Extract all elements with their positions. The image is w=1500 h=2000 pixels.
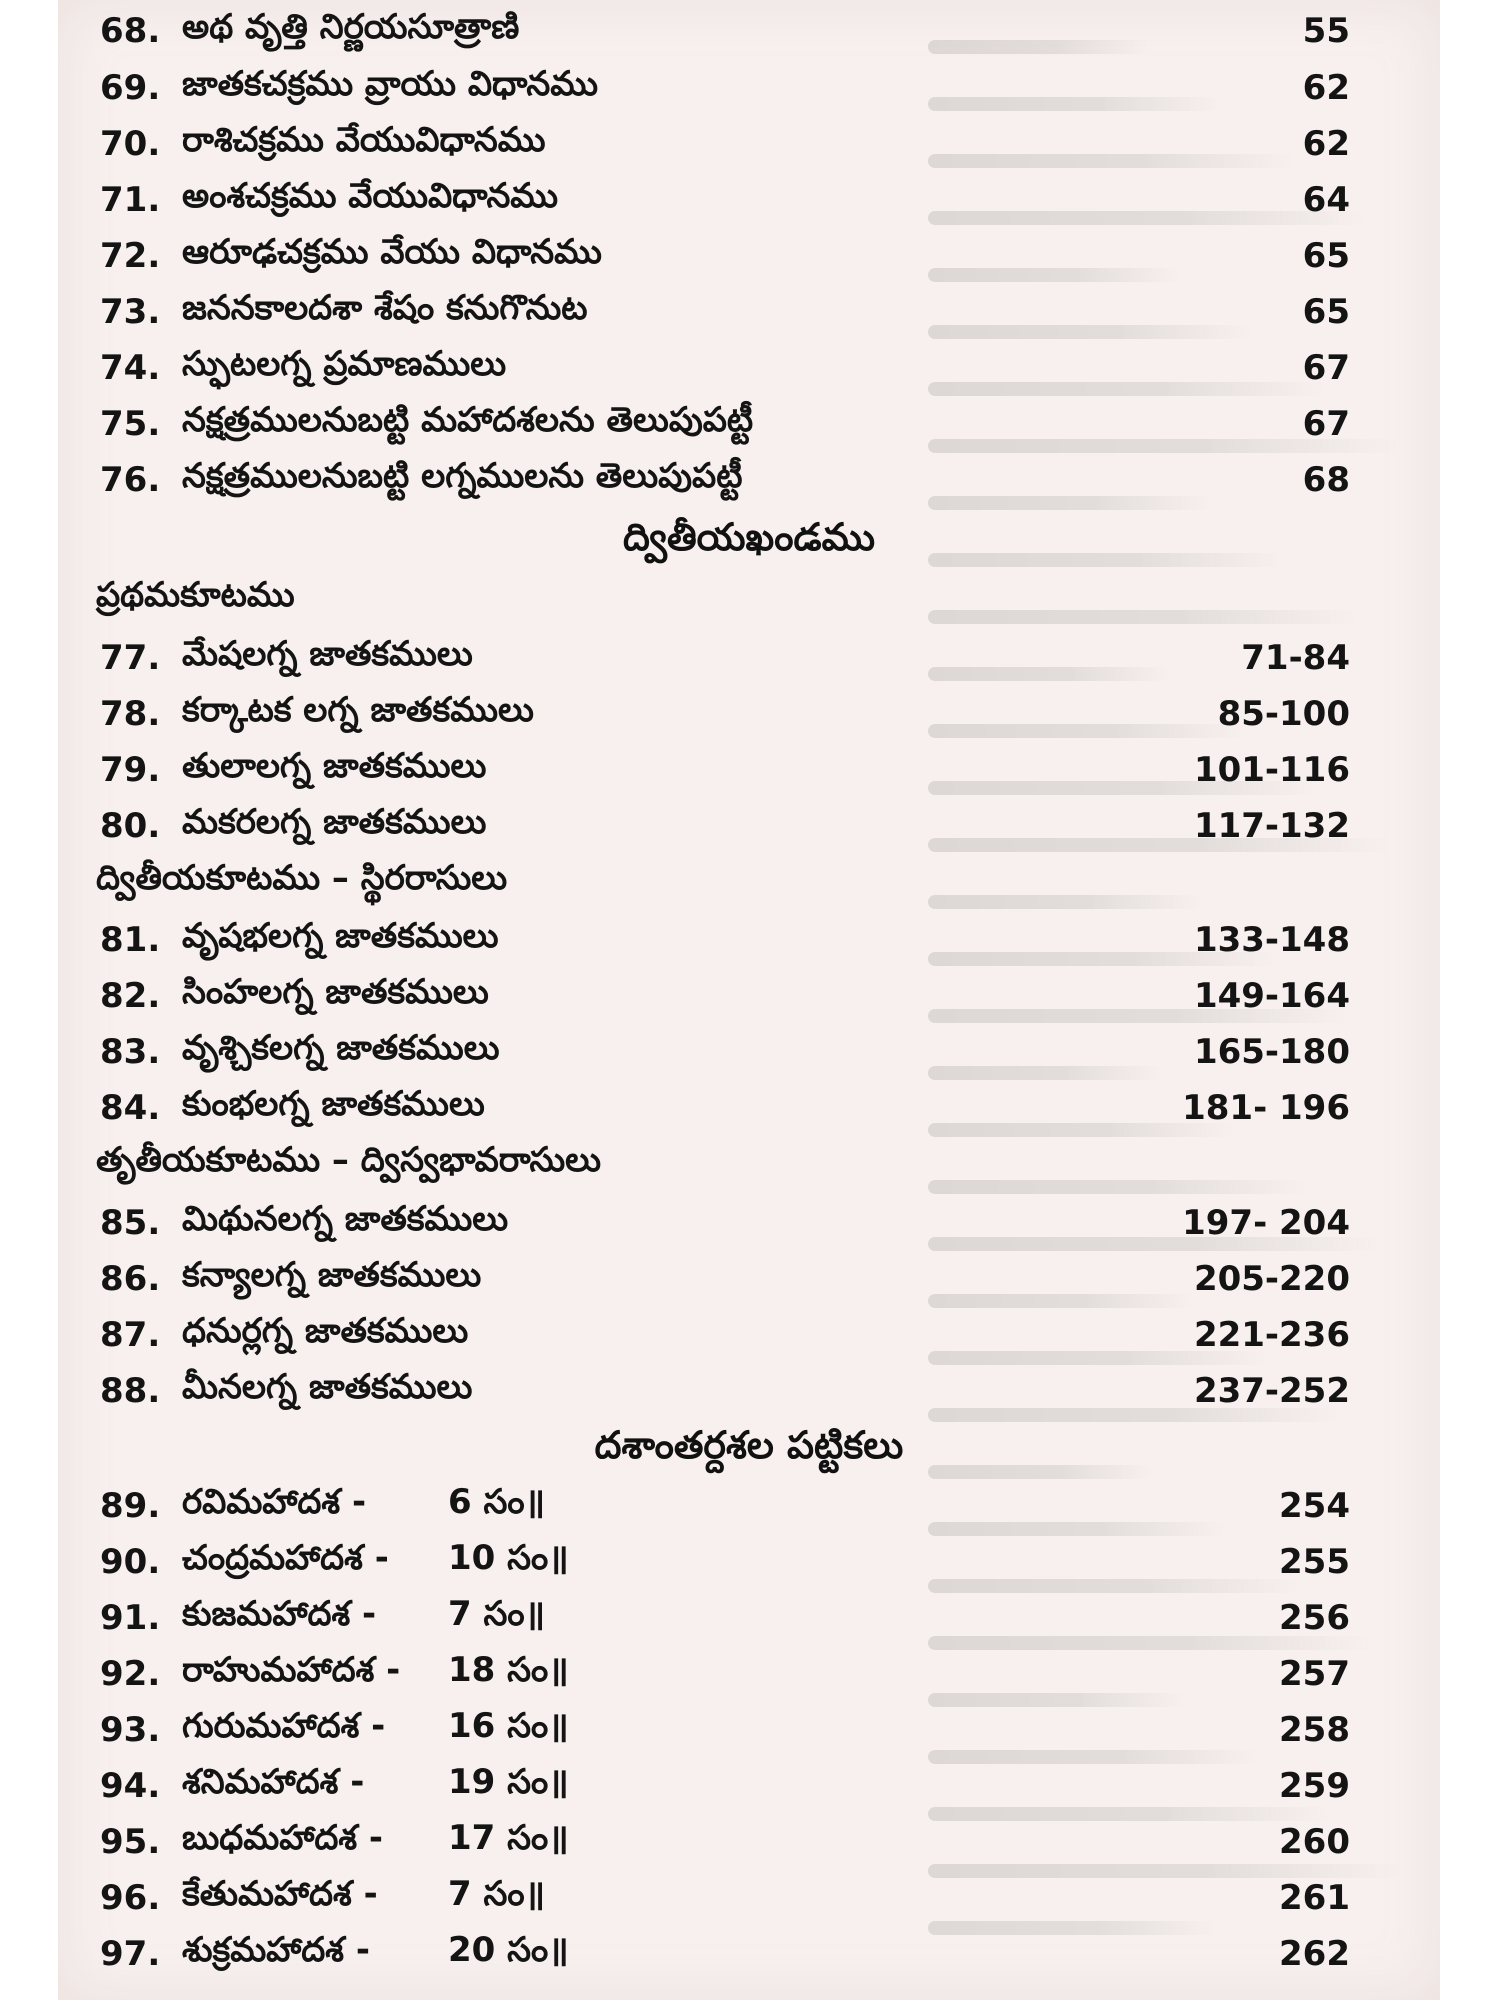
duration: 20 సం॥: [448, 1930, 569, 1970]
item-title: కేతుమహాదశ -: [182, 1874, 378, 1914]
item-number: 80.: [100, 806, 161, 846]
section-heading: దశాంతర్దశల పట్టికలు: [594, 1423, 904, 1467]
item-number: 88.: [100, 1371, 161, 1411]
table-of-contents: [58, 0, 1440, 2000]
group-label: ద్వితీయకూటము – స్థిరరాసులు: [96, 858, 508, 898]
item-title: వృషభలగ్న జాతకములు: [182, 916, 499, 956]
toc-row: [58, 1646, 1440, 1702]
item-number: 91.: [100, 1598, 161, 1638]
toc-row: [58, 60, 1440, 116]
toc-row: [58, 1251, 1440, 1307]
page-number: 258: [1279, 1710, 1350, 1750]
item-number: 81.: [100, 920, 161, 960]
page-number: 101-116: [1193, 750, 1350, 790]
item-number: 74.: [100, 348, 161, 388]
item-number: 83.: [100, 1032, 161, 1072]
toc-row: [58, 452, 1440, 508]
page-number: 65: [1302, 236, 1350, 276]
duration: 17 సం॥: [448, 1818, 569, 1858]
item-title: తులాలగ్న జాతకములు: [182, 746, 487, 786]
duration: 6 సం॥: [448, 1482, 545, 1522]
section-heading: ద్వితీయఖండము: [623, 515, 875, 559]
group-label: ప్రథమకూటము: [96, 575, 295, 615]
item-number: 75.: [100, 404, 161, 444]
item-number: 82.: [100, 976, 161, 1016]
toc-row: [58, 686, 1440, 742]
item-number: 89.: [100, 1486, 161, 1526]
duration: 7 సం॥: [448, 1594, 545, 1634]
toc-row: [58, 1870, 1440, 1926]
page-number: 262: [1279, 1934, 1350, 1974]
page-number: 67: [1302, 348, 1350, 388]
item-title: జననకాలదశా శేషం కనుగొనుట: [182, 288, 588, 328]
page-number: 254: [1279, 1486, 1350, 1526]
page-number: 197- 204: [1182, 1203, 1350, 1243]
duration: 19 సం॥: [448, 1762, 569, 1802]
book-page: [58, 0, 1440, 2000]
item-title: రాశిచక్రము వేయువిధానము: [182, 120, 546, 160]
duration: 16 సం॥: [448, 1706, 569, 1746]
item-title: మీనలగ్న జాతకములు: [182, 1367, 473, 1407]
page-number: 62: [1302, 124, 1350, 164]
toc-row: [58, 1814, 1440, 1870]
page-number: 55: [1302, 11, 1350, 51]
item-number: 76.: [100, 460, 161, 500]
toc-row: [58, 3, 1440, 59]
toc-row: [58, 1307, 1440, 1363]
item-title: కర్కాటక లగ్న జాతకములు: [182, 690, 534, 730]
item-number: 78.: [100, 694, 161, 734]
toc-row: [58, 742, 1440, 798]
item-title: శుక్రమహాదశ -: [182, 1930, 370, 1970]
duration: 7 సం॥: [448, 1874, 545, 1914]
toc-row: [58, 1478, 1440, 1534]
item-title: మేషలగ్న జాతకములు: [182, 634, 473, 674]
page-number: 149-164: [1193, 976, 1350, 1016]
item-number: 71.: [100, 180, 161, 220]
item-title: అథ వృత్తి నిర్ణయసూత్రాణి: [182, 7, 520, 47]
toc-row: [58, 912, 1440, 968]
page-number: 205-220: [1193, 1259, 1350, 1299]
page-number: 64: [1302, 180, 1350, 220]
item-number: 92.: [100, 1654, 161, 1694]
item-number: 93.: [100, 1710, 161, 1750]
item-title: కుజమహాదశ -: [182, 1594, 377, 1634]
page-number: 181- 196: [1182, 1088, 1350, 1128]
item-title: సింహలగ్న జాతకములు: [182, 972, 489, 1012]
toc-row: [58, 1926, 1440, 1982]
group-label: తృతీయకూటము – ద్విస్వభావరాసులు: [96, 1140, 602, 1180]
item-title: ధనుర్లగ్న జాతకములు: [182, 1311, 469, 1351]
page-number: 68: [1302, 460, 1350, 500]
toc-row: [58, 1080, 1440, 1136]
item-title: అంశచక్రము వేయువిధానము: [182, 176, 559, 216]
page-number: 237-252: [1193, 1371, 1350, 1411]
toc-row: [58, 968, 1440, 1024]
duration: 10 సం॥: [448, 1538, 569, 1578]
page-number: 221-236: [1193, 1315, 1350, 1355]
item-number: 84.: [100, 1088, 161, 1128]
item-title: జాతకచక్రము వ్రాయు విధానము: [182, 64, 598, 104]
page-number: 67: [1302, 404, 1350, 444]
item-title: చంద్రమహాదశ -: [182, 1538, 389, 1578]
page-number: 62: [1302, 68, 1350, 108]
item-title: కుంభలగ్న జాతకములు: [182, 1084, 485, 1124]
item-number: 95.: [100, 1822, 161, 1862]
toc-row: [58, 340, 1440, 396]
page-number: 257: [1279, 1654, 1350, 1694]
duration: 18 సం॥: [448, 1650, 569, 1690]
page-number: 117-132: [1193, 806, 1350, 846]
item-title: మకరలగ్న జాతకములు: [182, 802, 487, 842]
item-title: కన్యాలగ్న జాతకములు: [182, 1255, 482, 1295]
item-title: స్ఫుటలగ్న ప్రమాణములు: [182, 344, 507, 384]
item-title: వృశ్చికలగ్న జాతకములు: [182, 1028, 500, 1068]
page-number: 65: [1302, 292, 1350, 332]
item-title: నక్షత్రములనుబట్టి మహాదశలను తెలుపుపట్టీ: [182, 400, 754, 440]
page-number: 165-180: [1193, 1032, 1350, 1072]
toc-row: [58, 116, 1440, 172]
page-number: 256: [1279, 1598, 1350, 1638]
item-number: 90.: [100, 1542, 161, 1582]
toc-row: [58, 172, 1440, 228]
item-title: నక్షత్రములనుబట్టి లగ్నములను తెలుపుపట్టీ: [182, 456, 743, 496]
item-number: 79.: [100, 750, 161, 790]
toc-row: [58, 284, 1440, 340]
item-number: 73.: [100, 292, 161, 332]
page-number: 261: [1279, 1878, 1350, 1918]
item-title: రవిమహాదశ -: [182, 1482, 367, 1522]
toc-row: [58, 630, 1440, 686]
item-number: 94.: [100, 1766, 161, 1806]
toc-row: [58, 1195, 1440, 1251]
page-number: 85-100: [1217, 694, 1350, 734]
toc-row: [58, 1702, 1440, 1758]
item-number: 70.: [100, 124, 161, 164]
toc-row: [58, 1590, 1440, 1646]
item-number: 85.: [100, 1203, 161, 1243]
item-title: ఆరూఢచక్రము వేయు విధానము: [182, 232, 602, 272]
page-number: 71-84: [1241, 638, 1350, 678]
item-title: బుధమహాదశ -: [182, 1818, 384, 1858]
toc-row: [58, 798, 1440, 854]
item-number: 69.: [100, 68, 161, 108]
page-number: 255: [1279, 1542, 1350, 1582]
toc-row: [58, 1024, 1440, 1080]
toc-row: [58, 1363, 1440, 1419]
item-title: రాహుమహాదశ -: [182, 1650, 401, 1690]
item-number: 86.: [100, 1259, 161, 1299]
item-number: 97.: [100, 1934, 161, 1974]
toc-row: [58, 228, 1440, 284]
toc-row: [58, 396, 1440, 452]
item-title: గురుమహాదశ -: [182, 1706, 386, 1746]
page-number: 260: [1279, 1822, 1350, 1862]
item-number: 87.: [100, 1315, 161, 1355]
item-title: మిథునలగ్న జాతకములు: [182, 1199, 509, 1239]
item-number: 96.: [100, 1878, 161, 1918]
page-number: 133-148: [1193, 920, 1350, 960]
toc-row: [58, 1534, 1440, 1590]
item-number: 77.: [100, 638, 161, 678]
item-number: 68.: [100, 11, 161, 51]
item-number: 72.: [100, 236, 161, 276]
item-title: శనిమహాదశ -: [182, 1762, 365, 1802]
page-number: 259: [1279, 1766, 1350, 1806]
toc-row: [58, 1758, 1440, 1814]
